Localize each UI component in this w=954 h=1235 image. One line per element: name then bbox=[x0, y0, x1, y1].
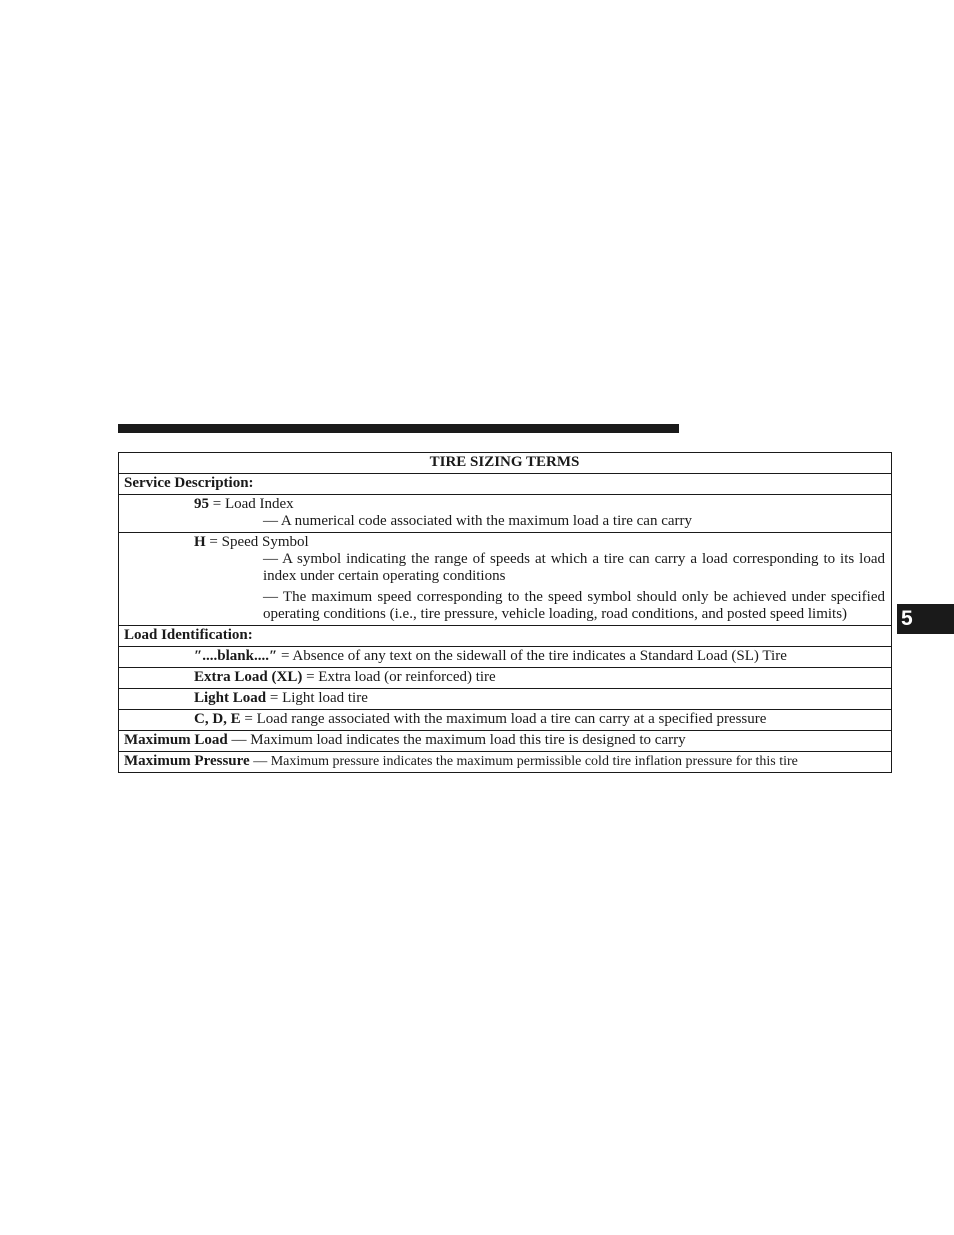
load-id-extra-load bbox=[124, 669, 885, 686]
load-id-load-range bbox=[124, 711, 885, 728]
maximum-load-term: Maximum Load bbox=[124, 732, 228, 748]
table-row bbox=[119, 647, 892, 668]
tire-sizing-terms-table bbox=[118, 452, 892, 773]
speed-symbol-line bbox=[124, 534, 885, 551]
speed-symbol-description-2: — The maximum speed corresponding to the speed symbol should only be achieved under specified operating conditions (i.e., tire pressure, vehicle loading, road conditions, and posted speed limits) bbox=[263, 589, 885, 622]
load-id-text: = Absence of any text on the sidewall of the tire indicates a Standard Load (SL) Tire bbox=[277, 648, 787, 664]
load-id-blank bbox=[124, 648, 885, 665]
chapter-number: 5 bbox=[901, 607, 913, 630]
load-id-term: ″....blank....″ bbox=[194, 648, 278, 664]
table-row bbox=[119, 533, 892, 626]
load-id-text: = Light load tire bbox=[266, 690, 368, 706]
load-index-text: = Load Index bbox=[209, 496, 294, 512]
load-id-term: Extra Load (XL) bbox=[194, 669, 303, 685]
table-row bbox=[119, 752, 892, 773]
speed-symbol-text: = Speed Symbol bbox=[205, 534, 309, 550]
section-rule bbox=[118, 424, 679, 433]
load-index-description: — A numerical code associated with the maximum load a tire can carry bbox=[263, 513, 693, 529]
load-index-line bbox=[124, 496, 885, 513]
load-index-code: 95 bbox=[194, 496, 209, 512]
load-id-light-load bbox=[124, 690, 885, 707]
load-id-term: Light Load bbox=[194, 690, 267, 706]
table-row bbox=[119, 689, 892, 710]
chapter-tab bbox=[897, 604, 954, 634]
table-title-row bbox=[119, 453, 892, 474]
load-id-text: = Load range associated with the maximum load a tire can carry at a specified pressure bbox=[240, 711, 767, 727]
table-title: TIRE SIZING TERMS bbox=[119, 453, 892, 474]
table-row bbox=[119, 731, 892, 752]
maximum-load-text: — Maximum load indicates the maximum load this tire is designed to carry bbox=[227, 732, 686, 748]
maximum-pressure-text: — Maximum pressure indicates the maximum permissible cold tire inflation pressure for this tire bbox=[249, 754, 798, 769]
load-identification-heading: Load Identification: bbox=[124, 627, 253, 643]
maximum-pressure-term: Maximum Pressure bbox=[124, 753, 250, 769]
speed-symbol-description-1: — A symbol indicating the range of speeds at which a tire can carry a load corresponding to its load index under certain operating conditions bbox=[263, 551, 885, 584]
table-row bbox=[119, 495, 892, 533]
table-row bbox=[119, 710, 892, 731]
load-id-term: C, D, E bbox=[194, 711, 241, 727]
table-row bbox=[119, 626, 892, 647]
table-row bbox=[119, 474, 892, 495]
load-id-text: = Extra load (or reinforced) tire bbox=[302, 669, 496, 685]
table-row bbox=[119, 668, 892, 689]
speed-symbol-code: H bbox=[194, 534, 206, 550]
service-description-heading: Service Description: bbox=[124, 475, 254, 491]
